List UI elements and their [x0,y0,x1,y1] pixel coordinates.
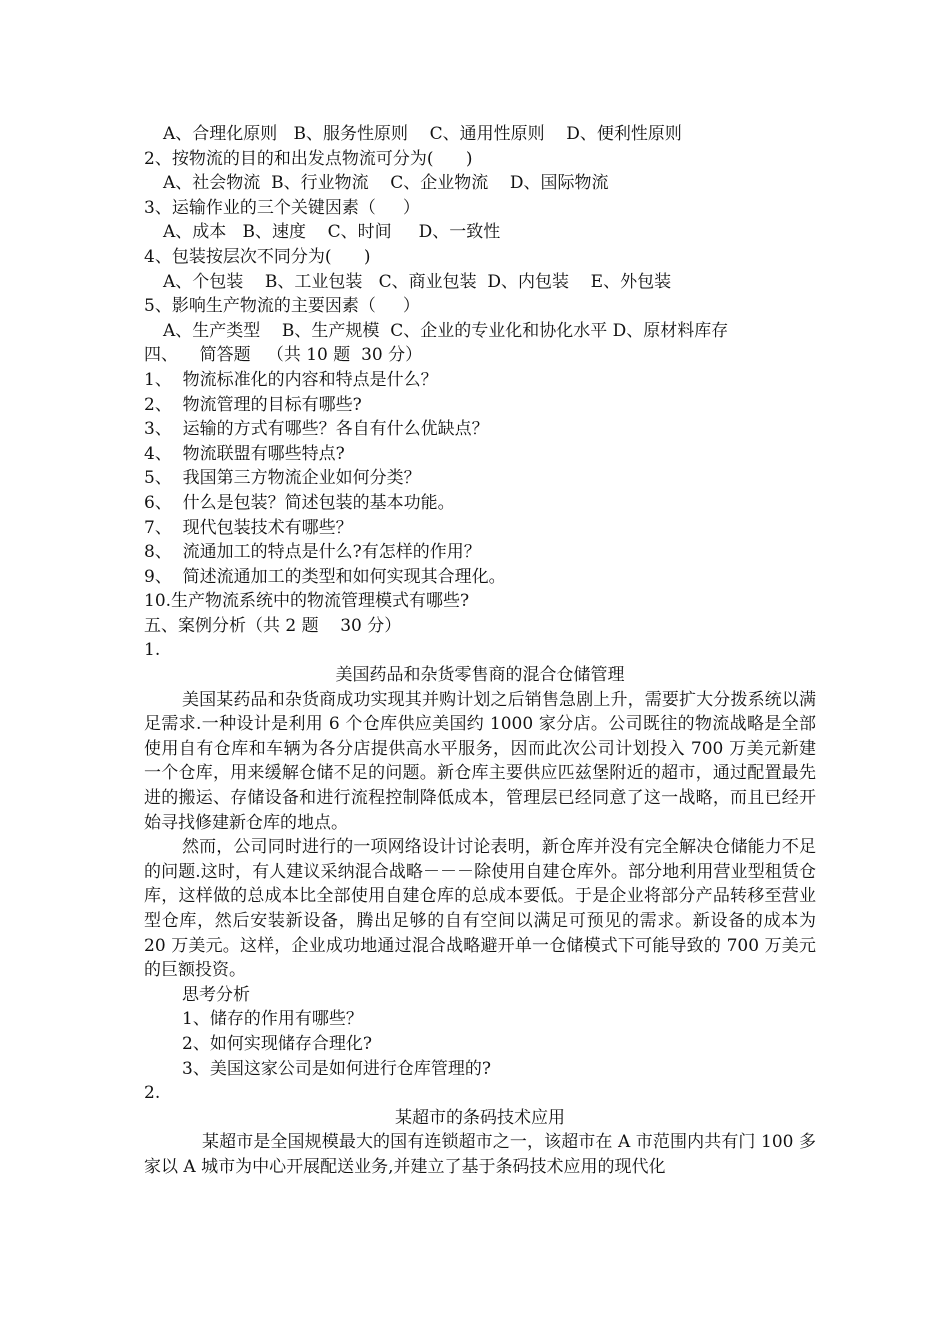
case2-paragraph-1: 某超市是全国规模最大的国有连锁超市之一，该超市在 A 市范围内共有门 100 多家以 A 城市为中心开展配送业务,并建立了基于条码技术应用的现代化 [144,1132,816,1177]
short-answer-item: 3、 运输的方式有哪些？各自有什么优缺点？ [144,419,489,440]
think-question: 3、美国这家公司是如何进行仓库管理的? [182,1058,491,1079]
case2-number: 2. [144,1083,161,1104]
case-analysis-heading: 五、案例分析（共 2 题 30 分） [144,615,402,636]
q1-options: A、合理化原则 B、服务性原则 C、通用性原则 D、便利性原则 [163,124,682,144]
short-answer-item: 2、 物流管理的目标有哪些? [144,394,362,415]
short-answer-item: 4、 物流联盟有哪些特点? [144,443,345,464]
short-answer-item: 1、 物流标准化的内容和特点是什么？ [144,369,438,390]
q3-options: A、成本 B、速度 C、时间 D、一致性 [163,222,501,243]
think-analysis-label: 思考分析 [182,984,250,1005]
short-answer-item: 5、 我国第三方物流企业如何分类？ [144,468,421,489]
short-answer-item: 6、 什么是包装？简述包装的基本功能。 [144,492,455,513]
think-question: 2、如何实现储存合理化? [182,1033,372,1054]
case1-number: 1. [144,640,161,661]
short-answer-item: 7、 现代包装技术有哪些？ [144,517,353,538]
question-5: 5、影响生产物流的主要因素（ ） [144,296,420,317]
q4-options: A、个包装 B、工业包装 C、商业包装 D、内包装 E、外包装 [163,271,672,292]
case2-title: 某超市的条码技术应用 [395,1107,565,1128]
short-answer-item: 9、 简述流通加工的类型和如何实现其合理化。 [144,566,506,587]
think-question: 1、储存的作用有哪些？ [182,1009,363,1030]
question-4: 4、包装按层次不同分为( ) [144,246,371,267]
document-body [144,122,816,1180]
case1-paragraph-2: 然而，公司同时进行的一项网络设计讨论表明，新仓库并没有完全解决仓储能力不足的问题.这时，有人建议采纳混合战略－－－除使用自建仓库外。部分地利用营业型租赁仓库，这样做的总成本比全部使用自建仓库的总成本要低。于是企业将部分产品转移至营业型仓库，然后安装新设备，腾出足够的自有空间以满足可预见的需求。新设备的成本为 20 万美元。这样，企业成功地通过混合战略避开单一仓储模式下可能导致的 700 万美元的巨额投资。 [144,837,816,981]
short-answer-heading: 四、 简答题 （共 10 题 30 分） [144,345,423,366]
q5-options: A、生产类型 B、生产规模 C、企业的专业化和协化水平 D、原材料库存 [163,320,729,341]
question-3: 3、运输作业的三个关键因素（ ） [144,197,420,218]
case1-title: 美国药品和杂货零售商的混合仓储管理 [335,665,625,686]
question-2: 2、按物流的目的和出发点物流可分为( ) [144,148,473,169]
q2-options: A、社会物流 B、行业物流 C、企业物流 D、国际物流 [163,173,609,194]
short-answer-item: 8、 流通加工的特点是什么?有怎样的作用？ [144,542,481,563]
short-answer-item: 10.生产物流系统中的物流管理模式有哪些? [144,591,470,612]
case1-paragraph-1: 美国某药品和杂货商成功实现其并购计划之后销售急剧上升，需要扩大分拨系统以满足需求.一种设计是利用 6 个仓库供应美国约 1000 家分店。公司既往的物流战略是全部使用自有仓库和车辆为各分店提供高水平服务，因而此次公司计划投入 700 万美元新建一个仓库，用来缓解仓储不足的问题。新仓库主要供应匹兹堡附近的超市，通过配置最先进的搬运、存储设备和进行流程控制降低成本，管理层已经同意了这一战略，而且已经开始寻找修建新仓库的地点。 [144,689,816,833]
